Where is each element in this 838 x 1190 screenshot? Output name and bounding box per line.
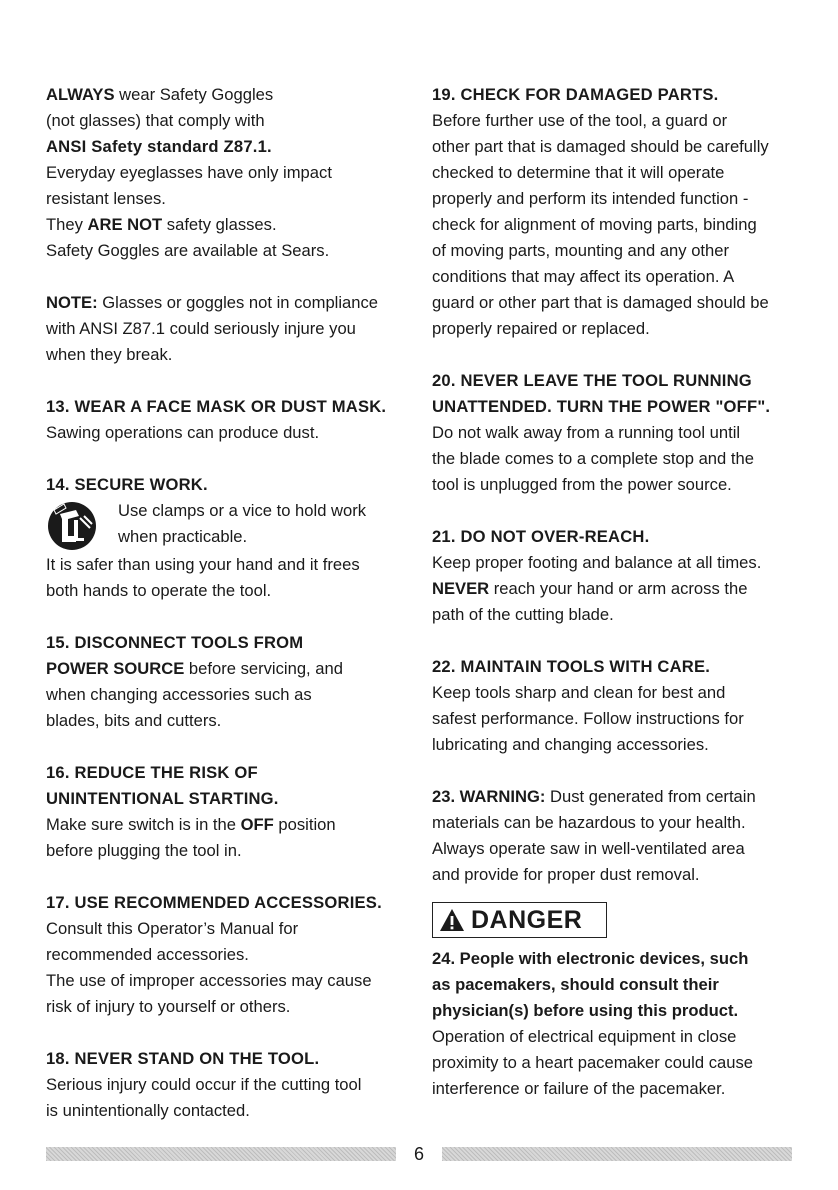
section-14-heading: 14. SECURE WORK. [46, 475, 208, 494]
goggles-text: wear Safety Goggles [114, 85, 274, 104]
spacer [46, 604, 418, 630]
spacer [46, 864, 418, 890]
section-15-line-2 [46, 656, 418, 682]
warning-triangle-icon [439, 908, 465, 932]
text-span: position [273, 815, 336, 834]
page-footer [46, 1143, 792, 1165]
section-23-line-4: and provide for proper dust removal. [432, 865, 700, 884]
spacer [46, 264, 418, 290]
section-18-line-2: is unintentionally contacted. [46, 1101, 250, 1120]
section-17-line-2: recommended accessories. [46, 945, 249, 964]
goggles-line-6 [46, 212, 418, 238]
spacer [46, 368, 418, 394]
section-19-line: Before further use of the tool, a guard or [432, 111, 728, 130]
section-13-heading: 13. WEAR A FACE MASK OR DUST MASK. [46, 397, 387, 416]
section-18-heading: 18. NEVER STAND ON THE TOOL. [46, 1049, 320, 1068]
section-19-line: of moving parts, mounting and any other [432, 241, 730, 260]
goggles-line-7: Safety Goggles are available at Sears. [46, 241, 330, 260]
section-14-line-2: when practicable. [118, 527, 248, 546]
section-22-line: Keep tools sharp and clean for best and [432, 683, 726, 702]
section-19-line: properly and perform its intended function - [432, 189, 749, 208]
section-22-heading: 22. MAINTAIN TOOLS WITH CARE. [432, 657, 711, 676]
note-line-3: when they break. [46, 345, 173, 364]
section-22-line: safest performance. Follow instructions for [432, 709, 744, 728]
section-17-heading: 17. USE RECOMMENDED ACCESSORIES. [46, 893, 382, 912]
section-20-line: the blade comes to a complete stop and the [432, 449, 754, 468]
spacer [46, 446, 418, 472]
footer-pattern-right [442, 1147, 792, 1161]
danger-label-box [432, 902, 607, 938]
section-16-line-3 [46, 812, 418, 838]
spacer [46, 734, 418, 760]
always-emphasis: ALWAYS [46, 85, 115, 104]
goggles-line-2: (not glasses) that comply with [46, 111, 265, 130]
section-20-line: Do not walk away from a running tool until [432, 423, 741, 442]
section-20-heading-2: UNATTENDED. TURN THE POWER "OFF". [432, 397, 771, 416]
spacer [46, 1020, 418, 1046]
section-22-line: lubricating and changing accessories. [432, 735, 709, 754]
section-23-line-1 [432, 784, 802, 810]
section-19-line: check for alignment of moving parts, binding [432, 215, 757, 234]
section-21-line-2 [432, 576, 802, 602]
section-24-heading-line: physician(s) before using this product. [432, 1001, 739, 1020]
clamp-icon [46, 500, 102, 552]
warning-label: 23. WARNING: [432, 787, 546, 806]
section-16-heading-1: 16. REDUCE THE RISK OF [46, 763, 258, 782]
section-24-heading-line: as pacemakers, should consult their [432, 975, 719, 994]
footer-pattern-left [46, 1147, 396, 1161]
text-span: safety glasses. [162, 215, 277, 234]
section-16-line-4: before plugging the tool in. [46, 841, 242, 860]
power-source-emphasis: POWER SOURCE [46, 659, 185, 678]
text-span: They [46, 215, 88, 234]
goggles-line-5: resistant lenses. [46, 189, 166, 208]
text-span: reach your hand or arm across the [489, 579, 748, 598]
section-24-line: proximity to a heart pacemaker could cause [432, 1053, 753, 1072]
never-emphasis: NEVER [432, 579, 490, 598]
text-span: Make sure switch is in the [46, 815, 241, 834]
spacer [432, 758, 802, 784]
section-24-heading-line: 24. People with electronic devices, such [432, 949, 749, 968]
note-line-1 [46, 290, 418, 316]
section-21-heading: 21. DO NOT OVER-REACH. [432, 527, 650, 546]
goggles-line-4: Everyday eyeglasses have only impact [46, 163, 332, 182]
are-not-emphasis: ARE NOT [87, 215, 163, 234]
section-19-line: guard or other part that is damaged should be [432, 293, 769, 312]
section-15-heading: 15. DISCONNECT TOOLS FROM [46, 633, 304, 652]
section-21-line-1: Keep proper footing and balance at all times. [432, 553, 762, 572]
secure-work-icon-text [118, 498, 366, 550]
right-column [432, 82, 802, 1102]
section-15-line-3: when changing accessories such as [46, 685, 312, 704]
section-24-line: interference or failure of the pacemaker. [432, 1079, 726, 1098]
section-23-line-2: materials can be hazardous to your health. [432, 813, 746, 832]
text-span: Dust generated from certain [545, 787, 756, 806]
section-17-line-1: Consult this Operator’s Manual for [46, 919, 299, 938]
spacer [432, 888, 802, 902]
note-label: NOTE: [46, 293, 98, 312]
spacer [432, 498, 802, 524]
section-21-line-3: path of the cutting blade. [432, 605, 614, 624]
section-19-line: properly repaired or replaced. [432, 319, 650, 338]
section-17-line-3: The use of improper accessories may cause [46, 971, 372, 990]
secure-work-row [46, 498, 418, 552]
section-14-line-1: Use clamps or a vice to hold work [118, 501, 367, 520]
section-20-heading-1: 20. NEVER LEAVE THE TOOL RUNNING [432, 371, 752, 390]
off-emphasis: OFF [240, 815, 274, 834]
text-span: before servicing, and [184, 659, 343, 678]
danger-label: DANGER [471, 905, 583, 934]
section-20-line: tool is unplugged from the power source. [432, 475, 732, 494]
section-19-line: checked to determine that it will operate [432, 163, 725, 182]
text-span: Glasses or goggles not in compliance [97, 293, 379, 312]
note-line-2: with ANSI Z87.1 could seriously injure you [46, 319, 356, 338]
section-13-text: Sawing operations can produce dust. [46, 423, 320, 442]
section-19-heading: 19. CHECK FOR DAMAGED PARTS. [432, 85, 719, 104]
spacer [432, 628, 802, 654]
section-16-heading-2: UNINTENTIONAL STARTING. [46, 789, 279, 808]
section-24-line: Operation of electrical equipment in close [432, 1027, 737, 1046]
section-15-line-4: blades, bits and cutters. [46, 711, 222, 730]
section-19-line: conditions that may affect its operation. A [432, 267, 735, 286]
ansi-standard-heading: ANSI Safety standard Z87.1. [46, 137, 272, 156]
section-19-line: other part that is damaged should be carefully [432, 137, 769, 156]
section-14-line-3: It is safer than using your hand and it frees [46, 555, 360, 574]
spacer [432, 342, 802, 368]
page-number: 6 [413, 1144, 424, 1164]
section-17-line-4: risk of injury to yourself or others. [46, 997, 291, 1016]
goggles-line-1 [46, 82, 418, 108]
left-column [46, 82, 418, 1124]
section-18-line-1: Serious injury could occur if the cutting tool [46, 1075, 362, 1094]
section-23-line-3: Always operate saw in well-ventilated area [432, 839, 745, 858]
section-14-line-4: both hands to operate the tool. [46, 581, 272, 600]
